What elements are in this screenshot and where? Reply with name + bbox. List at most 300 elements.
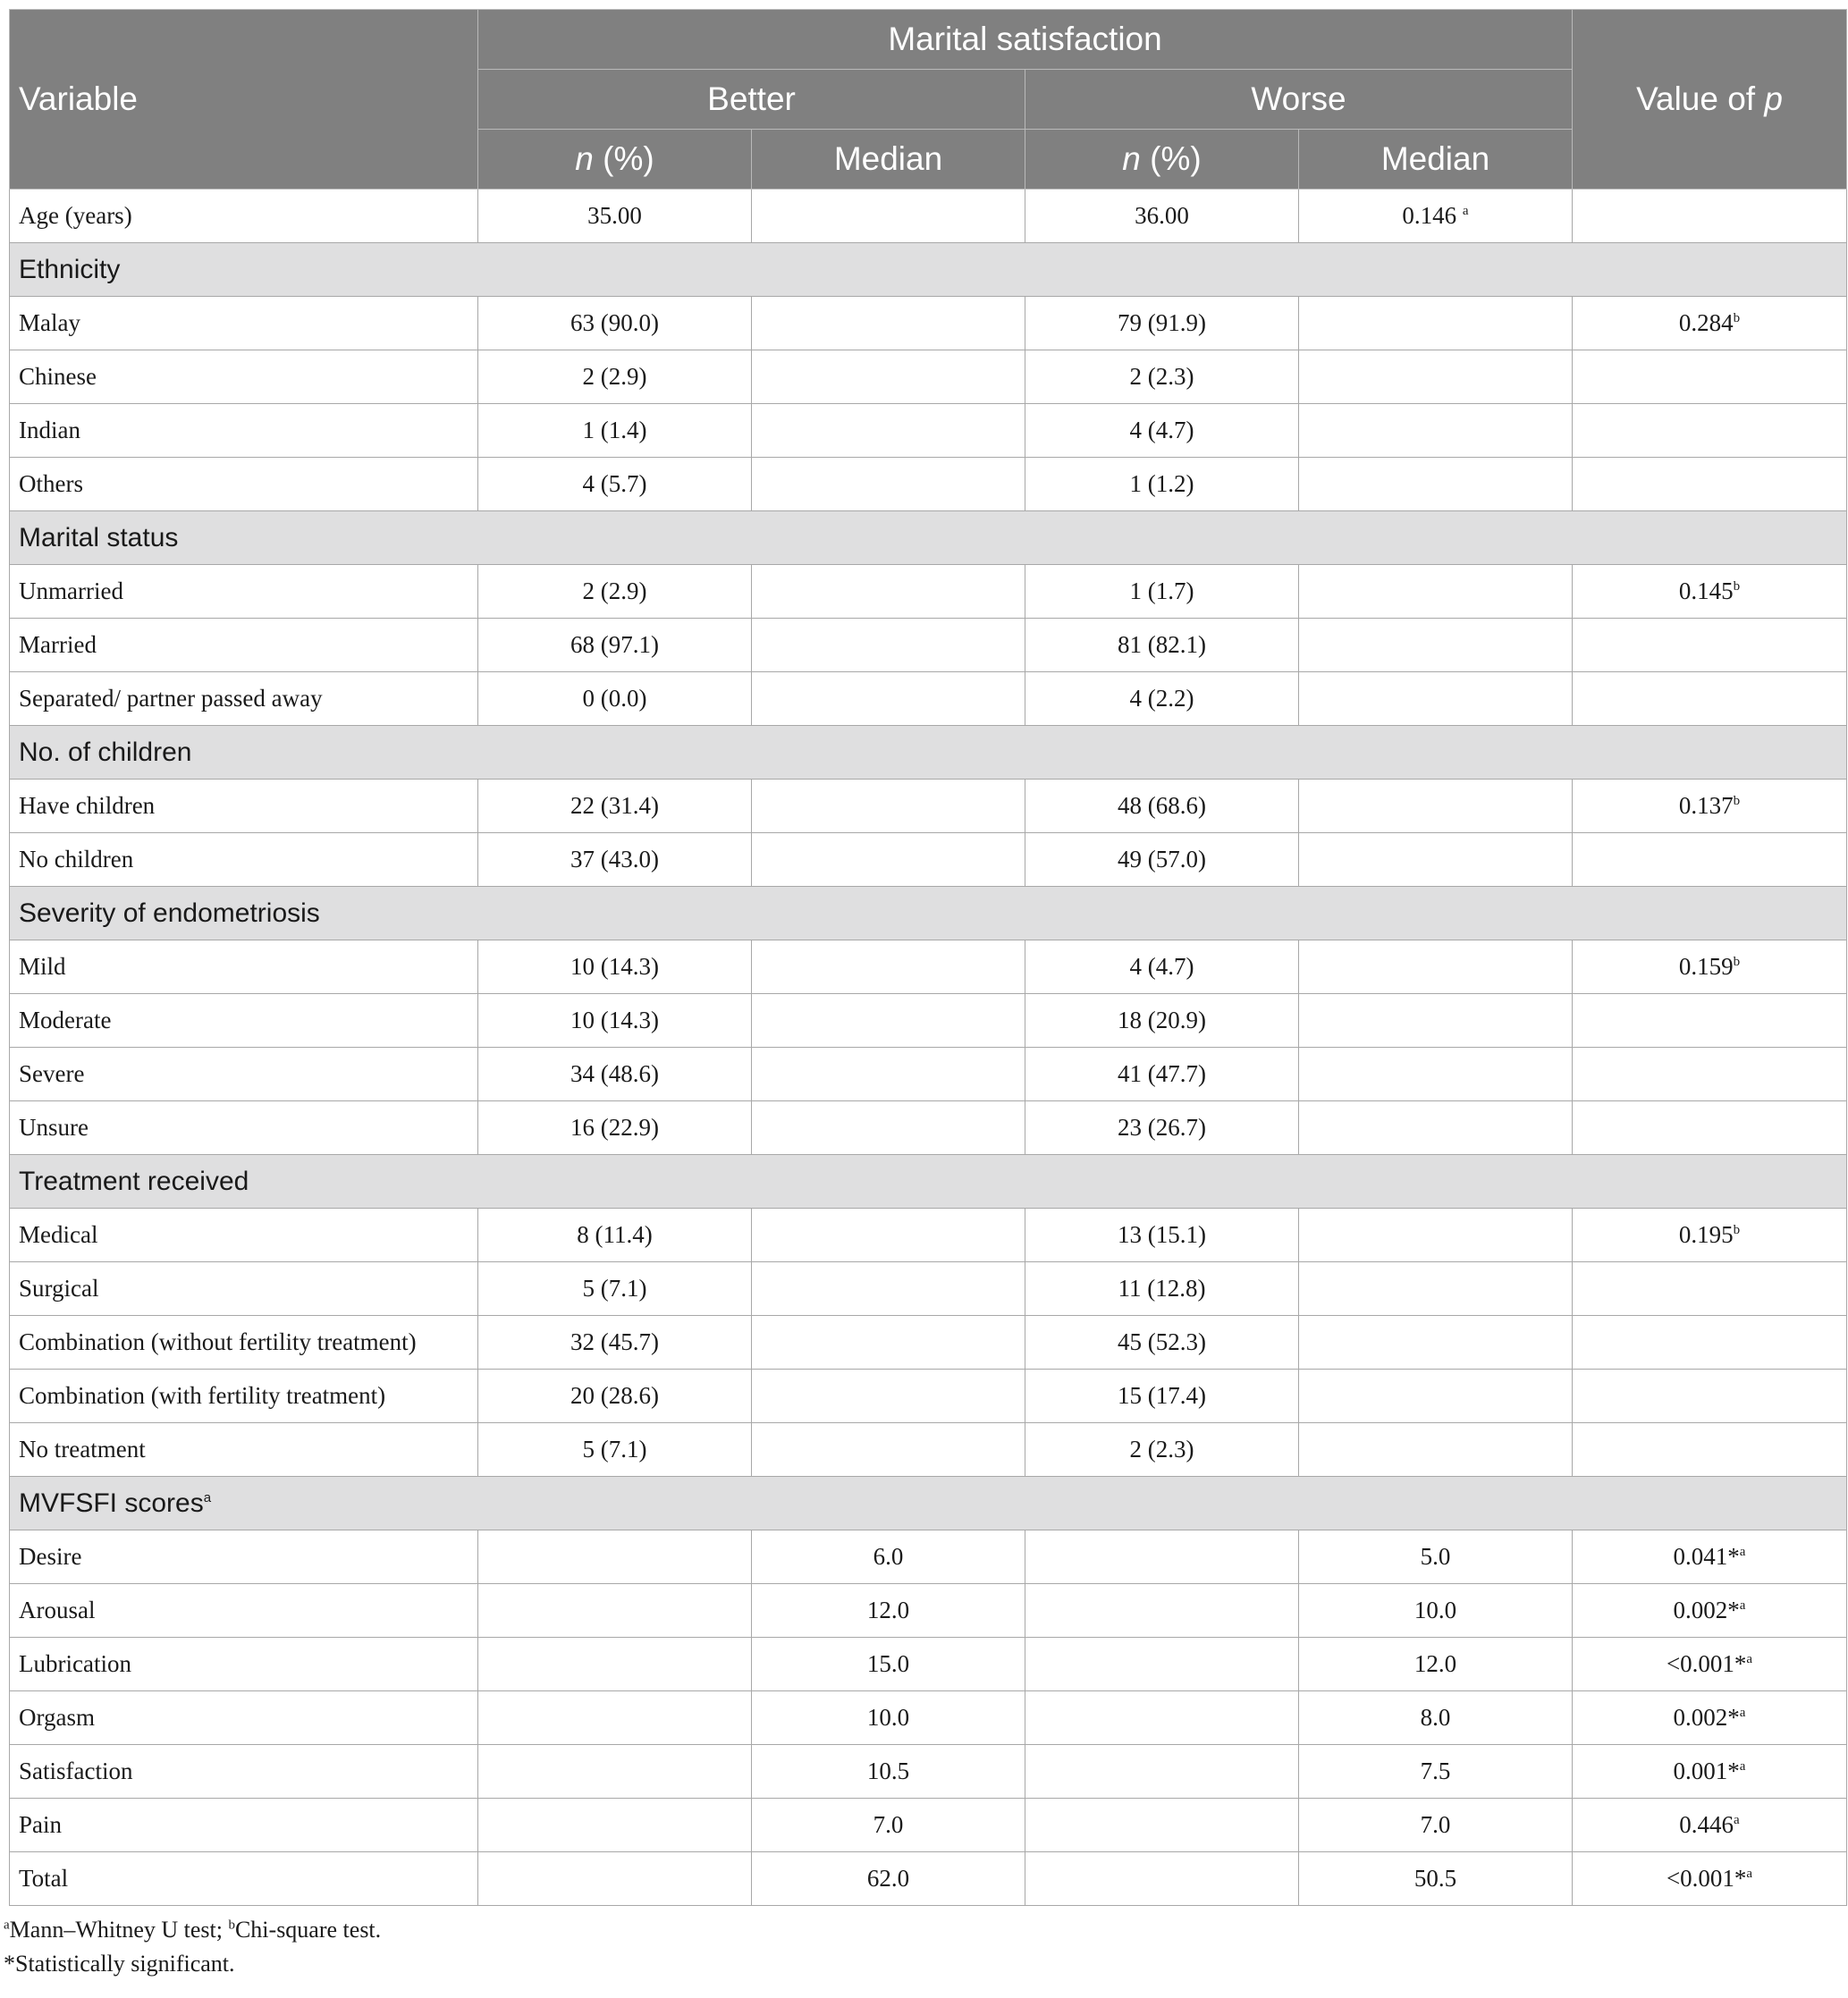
cell-worse-n <box>1025 350 1299 404</box>
cell-p-value-text: <0.001* <box>1666 1865 1747 1892</box>
cell-better-median <box>752 1101 1025 1155</box>
cell-worse-median-sup: a <box>1462 204 1469 218</box>
cell-variable <box>10 1262 478 1316</box>
cell-variable-text: Surgical <box>19 1275 99 1302</box>
cell-p-value <box>1573 404 1847 458</box>
cell-better-median <box>752 1745 1025 1799</box>
section-label <box>10 726 1847 780</box>
cell-better-median <box>752 458 1025 511</box>
cell-worse-n-text: 2 (2.3) <box>1129 363 1194 390</box>
cell-p-value-text: 0.041* <box>1673 1543 1740 1570</box>
table-footnotes <box>4 1913 1846 1981</box>
cell-better-median <box>752 1370 1025 1423</box>
header-worse-n <box>1025 130 1299 190</box>
cell-variable-text: Combination (with fertility treatment) <box>19 1382 386 1409</box>
cell-better-n-text: 34 (48.6) <box>570 1060 659 1087</box>
cell-better-median <box>752 1209 1025 1262</box>
cell-better-median-text: 7.0 <box>873 1811 904 1838</box>
section-row <box>10 1477 1847 1530</box>
cell-p-value-text: 0.002* <box>1673 1597 1740 1623</box>
cell-worse-n <box>1025 1691 1299 1745</box>
cell-p-value-sup: b <box>1733 955 1741 969</box>
cell-worse-median <box>1299 1745 1573 1799</box>
cell-better-n-text: 4 (5.7) <box>582 470 647 497</box>
cell-better-n <box>478 1209 752 1262</box>
cell-variable-text: Others <box>19 470 83 497</box>
cell-better-n-text: 5 (7.1) <box>582 1436 647 1463</box>
cell-worse-median <box>1299 1048 1573 1101</box>
table-row <box>10 994 1847 1048</box>
cell-worse-n <box>1025 780 1299 833</box>
cell-worse-n-text: 1 (1.2) <box>1129 470 1194 497</box>
cell-better-n-text: 68 (97.1) <box>570 631 659 658</box>
cell-better-median <box>752 190 1025 243</box>
cell-better-n <box>478 672 752 726</box>
cell-worse-n <box>1025 297 1299 350</box>
header-n-symbol: n <box>1122 140 1141 177</box>
table-body <box>10 190 1847 1906</box>
cell-worse-median <box>1299 297 1573 350</box>
cell-p-value <box>1573 1584 1847 1638</box>
cell-variable <box>10 1209 478 1262</box>
cell-p-value-text: <0.001* <box>1666 1650 1747 1677</box>
cell-variable <box>10 780 478 833</box>
cell-variable <box>10 1530 478 1584</box>
cell-worse-median <box>1299 1584 1573 1638</box>
header-n-suffix: (%) <box>593 140 654 177</box>
table-row <box>10 1316 1847 1370</box>
table-row <box>10 940 1847 994</box>
header-variable: Variable <box>10 10 478 190</box>
section-row <box>10 887 1847 940</box>
cell-better-median <box>752 672 1025 726</box>
table-header <box>10 10 1847 190</box>
cell-worse-n <box>1025 190 1299 243</box>
cell-worse-median <box>1299 780 1573 833</box>
cell-better-median <box>752 1852 1025 1906</box>
cell-better-median-text: 15.0 <box>866 1650 910 1677</box>
cell-better-median <box>752 1691 1025 1745</box>
cell-worse-n <box>1025 1101 1299 1155</box>
cell-worse-n-text: 23 (26.7) <box>1118 1114 1206 1141</box>
cell-worse-n-text: 4 (4.7) <box>1129 953 1194 980</box>
cell-p-value-text: 0.145 <box>1678 577 1734 604</box>
cell-worse-median <box>1299 190 1573 243</box>
cell-worse-n <box>1025 672 1299 726</box>
cell-variable-text: Total <box>19 1865 69 1892</box>
cell-variable-text: Malay <box>19 309 80 336</box>
cell-worse-n <box>1025 1530 1299 1584</box>
cell-worse-median-text: 10.0 <box>1413 1597 1457 1623</box>
cell-p-value <box>1573 350 1847 404</box>
cell-worse-n-text: 2 (2.3) <box>1129 1436 1194 1463</box>
cell-better-median <box>752 1799 1025 1852</box>
cell-worse-n <box>1025 1584 1299 1638</box>
section-row <box>10 243 1847 297</box>
cell-variable-text: No treatment <box>19 1436 146 1463</box>
cell-better-n <box>478 1370 752 1423</box>
cell-p-value-sup: b <box>1733 579 1741 594</box>
cell-better-median <box>752 1530 1025 1584</box>
cell-variable-text: Married <box>19 631 97 658</box>
cell-p-value-text: 0.001* <box>1673 1758 1740 1784</box>
cell-worse-n-text: 15 (17.4) <box>1118 1382 1206 1409</box>
cell-better-median-text: 10.5 <box>866 1758 910 1784</box>
table-row <box>10 1101 1847 1155</box>
cell-better-n <box>478 404 752 458</box>
cell-p-value <box>1573 1745 1847 1799</box>
cell-variable <box>10 458 478 511</box>
cell-worse-median <box>1299 1370 1573 1423</box>
cell-variable <box>10 1370 478 1423</box>
cell-variable <box>10 994 478 1048</box>
cell-better-n-text: 20 (28.6) <box>570 1382 659 1409</box>
table-row <box>10 404 1847 458</box>
section-label-text: Ethnicity <box>19 254 121 284</box>
cell-worse-n <box>1025 1370 1299 1423</box>
cell-variable-text: Pain <box>19 1811 63 1838</box>
cell-p-value-sup: a <box>1739 1598 1746 1613</box>
cell-worse-n-text: 4 (4.7) <box>1129 417 1194 443</box>
cell-worse-median-text: 12.0 <box>1413 1650 1457 1677</box>
table-row <box>10 1370 1847 1423</box>
cell-worse-n <box>1025 1638 1299 1691</box>
cell-better-n <box>478 1316 752 1370</box>
header-better-median: Median <box>752 130 1025 190</box>
cell-better-n <box>478 350 752 404</box>
cell-better-n-text: 63 (90.0) <box>570 309 659 336</box>
cell-p-value <box>1573 1423 1847 1477</box>
cell-better-median-text: 12.0 <box>866 1597 910 1623</box>
cell-better-n <box>478 1584 752 1638</box>
cell-better-median <box>752 1316 1025 1370</box>
cell-worse-n <box>1025 1048 1299 1101</box>
header-n-suffix: (%) <box>1140 140 1202 177</box>
cell-better-n-text: 5 (7.1) <box>582 1275 647 1302</box>
cell-worse-n <box>1025 1745 1299 1799</box>
cell-p-value-text: 0.137 <box>1678 792 1734 819</box>
cell-better-n-text: 2 (2.9) <box>582 577 647 604</box>
cell-worse-median-text: 7.5 <box>1420 1758 1451 1784</box>
cell-worse-median <box>1299 619 1573 672</box>
footnote-chi-square: Chi-square test. <box>234 1917 382 1943</box>
header-marital-satisfaction: Marital satisfaction <box>478 10 1573 70</box>
table-row <box>10 1209 1847 1262</box>
cell-worse-median <box>1299 940 1573 994</box>
table-row <box>10 1530 1847 1584</box>
section-label-text: Severity of endometriosis <box>19 898 320 928</box>
cell-better-median <box>752 1423 1025 1477</box>
cell-worse-median <box>1299 1423 1573 1477</box>
cell-p-value <box>1573 1638 1847 1691</box>
cell-worse-median <box>1299 1316 1573 1370</box>
table-container <box>4 9 1846 1981</box>
cell-better-median-text: 62.0 <box>866 1865 910 1892</box>
header-worse-median: Median <box>1299 130 1573 190</box>
cell-worse-median-text: 5.0 <box>1420 1543 1451 1570</box>
cell-better-median <box>752 994 1025 1048</box>
cell-better-n-text: 0 (0.0) <box>582 685 647 712</box>
cell-better-median <box>752 350 1025 404</box>
cell-worse-median <box>1299 1209 1573 1262</box>
cell-better-n <box>478 1638 752 1691</box>
cell-p-value <box>1573 1262 1847 1316</box>
cell-variable <box>10 1101 478 1155</box>
cell-better-median <box>752 1638 1025 1691</box>
cell-worse-median-text: 0.146 <box>1402 202 1463 229</box>
cell-worse-median <box>1299 994 1573 1048</box>
cell-p-value-text: 0.002* <box>1673 1704 1740 1731</box>
section-label-text: MVFSFI scores <box>19 1488 204 1518</box>
cell-p-value-sup: a <box>1739 1759 1746 1774</box>
cell-p-value <box>1573 672 1847 726</box>
cell-better-median-text: 10.0 <box>866 1704 910 1731</box>
cell-worse-n <box>1025 1423 1299 1477</box>
cell-p-value <box>1573 940 1847 994</box>
cell-better-median <box>752 833 1025 887</box>
cell-p-value <box>1573 458 1847 511</box>
cell-p-value <box>1573 565 1847 619</box>
cell-better-n <box>478 1852 752 1906</box>
cell-worse-median <box>1299 1691 1573 1745</box>
cell-better-median <box>752 565 1025 619</box>
cell-better-n-text: 35.00 <box>587 202 642 229</box>
cell-worse-n-text: 11 (12.8) <box>1118 1275 1206 1302</box>
cell-worse-n <box>1025 619 1299 672</box>
section-label-text: Marital status <box>19 522 179 552</box>
table-row <box>10 1262 1847 1316</box>
cell-variable <box>10 297 478 350</box>
cell-variable <box>10 1423 478 1477</box>
cell-better-median <box>752 1262 1025 1316</box>
cell-worse-n-text: 48 (68.6) <box>1118 792 1206 819</box>
table-row <box>10 1852 1847 1906</box>
cell-worse-n-text: 18 (20.9) <box>1118 1007 1206 1033</box>
cell-variable <box>10 1584 478 1638</box>
table-row <box>10 672 1847 726</box>
header-p-prefix: Value of <box>1636 80 1765 117</box>
cell-worse-median <box>1299 404 1573 458</box>
table-row <box>10 350 1847 404</box>
cell-variable-text: Severe <box>19 1060 85 1087</box>
cell-worse-median-text: 50.5 <box>1413 1865 1457 1892</box>
cell-variable <box>10 672 478 726</box>
section-label <box>10 243 1847 297</box>
footnote-significance: *Statistically significant. <box>4 1951 235 1977</box>
header-p-symbol: p <box>1764 80 1783 117</box>
cell-better-n <box>478 1048 752 1101</box>
cell-variable-text: Arousal <box>19 1597 96 1623</box>
data-table <box>9 9 1847 1906</box>
cell-worse-median-text: 7.0 <box>1420 1811 1451 1838</box>
cell-better-n <box>478 940 752 994</box>
cell-better-n-text: 16 (22.9) <box>570 1114 659 1141</box>
cell-variable-text: Mild <box>19 953 66 980</box>
section-label <box>10 1477 1847 1530</box>
cell-better-n-text: 8 (11.4) <box>577 1221 653 1248</box>
section-row <box>10 511 1847 565</box>
cell-worse-median <box>1299 350 1573 404</box>
cell-better-n <box>478 565 752 619</box>
cell-worse-n <box>1025 940 1299 994</box>
cell-p-value <box>1573 833 1847 887</box>
cell-worse-n <box>1025 565 1299 619</box>
cell-variable <box>10 1316 478 1370</box>
cell-variable-text: Medical <box>19 1221 98 1248</box>
cell-p-value <box>1573 1799 1847 1852</box>
cell-better-n <box>478 994 752 1048</box>
cell-better-n-text: 1 (1.4) <box>582 417 647 443</box>
header-n-symbol: n <box>575 140 594 177</box>
cell-worse-median <box>1299 458 1573 511</box>
cell-worse-median <box>1299 672 1573 726</box>
table-row <box>10 1423 1847 1477</box>
cell-variable <box>10 1852 478 1906</box>
header-better: Better <box>478 70 1025 130</box>
table-row <box>10 1638 1847 1691</box>
cell-worse-n-text: 45 (52.3) <box>1118 1328 1206 1355</box>
cell-better-median <box>752 940 1025 994</box>
cell-p-value <box>1573 1048 1847 1101</box>
cell-variable-text: Orgasm <box>19 1704 95 1731</box>
cell-variable <box>10 1799 478 1852</box>
table-row <box>10 1048 1847 1101</box>
cell-p-value-sup: b <box>1733 794 1741 808</box>
cell-variable-text: Have children <box>19 792 156 819</box>
cell-better-n <box>478 297 752 350</box>
cell-worse-n-text: 1 (1.7) <box>1129 577 1194 604</box>
cell-p-value <box>1573 1101 1847 1155</box>
cell-variable <box>10 619 478 672</box>
cell-p-value-text: 0.446 <box>1679 1811 1734 1838</box>
cell-p-value <box>1573 190 1847 243</box>
cell-p-value-sup: a <box>1746 1652 1753 1666</box>
cell-better-median <box>752 1048 1025 1101</box>
section-label <box>10 511 1847 565</box>
section-row <box>10 726 1847 780</box>
cell-p-value <box>1573 1691 1847 1745</box>
cell-variable <box>10 565 478 619</box>
cell-variable-text: Unmarried <box>19 577 123 604</box>
section-label <box>10 887 1847 940</box>
section-label-sup: a <box>203 1489 212 1505</box>
cell-better-n <box>478 1262 752 1316</box>
table-row <box>10 565 1847 619</box>
cell-worse-n <box>1025 1316 1299 1370</box>
cell-better-n <box>478 780 752 833</box>
cell-better-n-text: 2 (2.9) <box>582 363 647 390</box>
cell-variable <box>10 404 478 458</box>
cell-worse-n <box>1025 1852 1299 1906</box>
cell-variable <box>10 1691 478 1745</box>
cell-variable-text: Moderate <box>19 1007 112 1033</box>
cell-worse-n <box>1025 404 1299 458</box>
cell-p-value <box>1573 297 1847 350</box>
cell-better-median <box>752 619 1025 672</box>
cell-p-value-text: 0.284 <box>1678 309 1734 336</box>
cell-worse-n <box>1025 1209 1299 1262</box>
cell-better-median <box>752 297 1025 350</box>
cell-variable <box>10 1638 478 1691</box>
cell-variable <box>10 833 478 887</box>
cell-better-n <box>478 458 752 511</box>
cell-better-n <box>478 190 752 243</box>
footnote-sup-b: b <box>228 1918 235 1933</box>
cell-worse-median <box>1299 1638 1573 1691</box>
table-row <box>10 297 1847 350</box>
cell-p-value <box>1573 619 1847 672</box>
cell-variable <box>10 1745 478 1799</box>
cell-worse-n <box>1025 833 1299 887</box>
cell-variable-text: No children <box>19 846 134 873</box>
table-row <box>10 1584 1847 1638</box>
cell-worse-median <box>1299 1530 1573 1584</box>
cell-variable <box>10 350 478 404</box>
cell-worse-median <box>1299 1799 1573 1852</box>
cell-worse-n-text: 81 (82.1) <box>1118 631 1206 658</box>
cell-variable-text: Satisfaction <box>19 1758 133 1784</box>
cell-better-n <box>478 619 752 672</box>
cell-p-value <box>1573 1370 1847 1423</box>
cell-variable <box>10 190 478 243</box>
cell-better-n <box>478 1530 752 1584</box>
cell-better-n-text: 22 (31.4) <box>570 792 659 819</box>
table-row <box>10 190 1847 243</box>
header-p-value <box>1573 10 1847 190</box>
footnote-sup-a: a <box>4 1918 10 1933</box>
cell-worse-n <box>1025 1799 1299 1852</box>
header-worse: Worse <box>1025 70 1573 130</box>
cell-better-n <box>478 1799 752 1852</box>
cell-p-value-text: 0.195 <box>1678 1221 1734 1248</box>
cell-worse-median <box>1299 833 1573 887</box>
cell-p-value-sup: a <box>1739 1706 1746 1720</box>
cell-p-value <box>1573 1316 1847 1370</box>
cell-worse-n-text: 36.00 <box>1135 202 1189 229</box>
cell-variable-text: Unsure <box>19 1114 89 1141</box>
cell-worse-n-text: 4 (2.2) <box>1129 685 1194 712</box>
section-row <box>10 1155 1847 1209</box>
cell-worse-n-text: 49 (57.0) <box>1118 846 1206 873</box>
cell-p-value <box>1573 1209 1847 1262</box>
cell-worse-n-text: 79 (91.9) <box>1118 309 1206 336</box>
cell-p-value <box>1573 780 1847 833</box>
cell-better-n <box>478 833 752 887</box>
cell-p-value-sup: b <box>1733 311 1741 325</box>
cell-variable <box>10 1048 478 1101</box>
cell-better-n-text: 37 (43.0) <box>570 846 659 873</box>
table-row <box>10 458 1847 511</box>
cell-better-n-text: 32 (45.7) <box>570 1328 659 1355</box>
cell-worse-n <box>1025 1262 1299 1316</box>
footnote-mann-whitney: Mann–Whitney U test; <box>9 1917 229 1943</box>
cell-better-n-text: 10 (14.3) <box>570 953 659 980</box>
cell-p-value-text: 0.159 <box>1678 953 1734 980</box>
cell-variable-text: Lubrication <box>19 1650 131 1677</box>
section-label-text: No. of children <box>19 737 192 767</box>
cell-variable-text: Age (years) <box>19 202 132 229</box>
cell-p-value-sup: a <box>1746 1867 1753 1881</box>
cell-worse-n-text: 41 (47.7) <box>1118 1060 1206 1087</box>
section-label-text: Treatment received <box>19 1166 249 1196</box>
cell-worse-median <box>1299 565 1573 619</box>
cell-better-median <box>752 780 1025 833</box>
header-better-n <box>478 130 752 190</box>
table-row <box>10 1745 1847 1799</box>
cell-p-value <box>1573 1530 1847 1584</box>
cell-variable <box>10 940 478 994</box>
cell-variable-text: Indian <box>19 417 80 443</box>
